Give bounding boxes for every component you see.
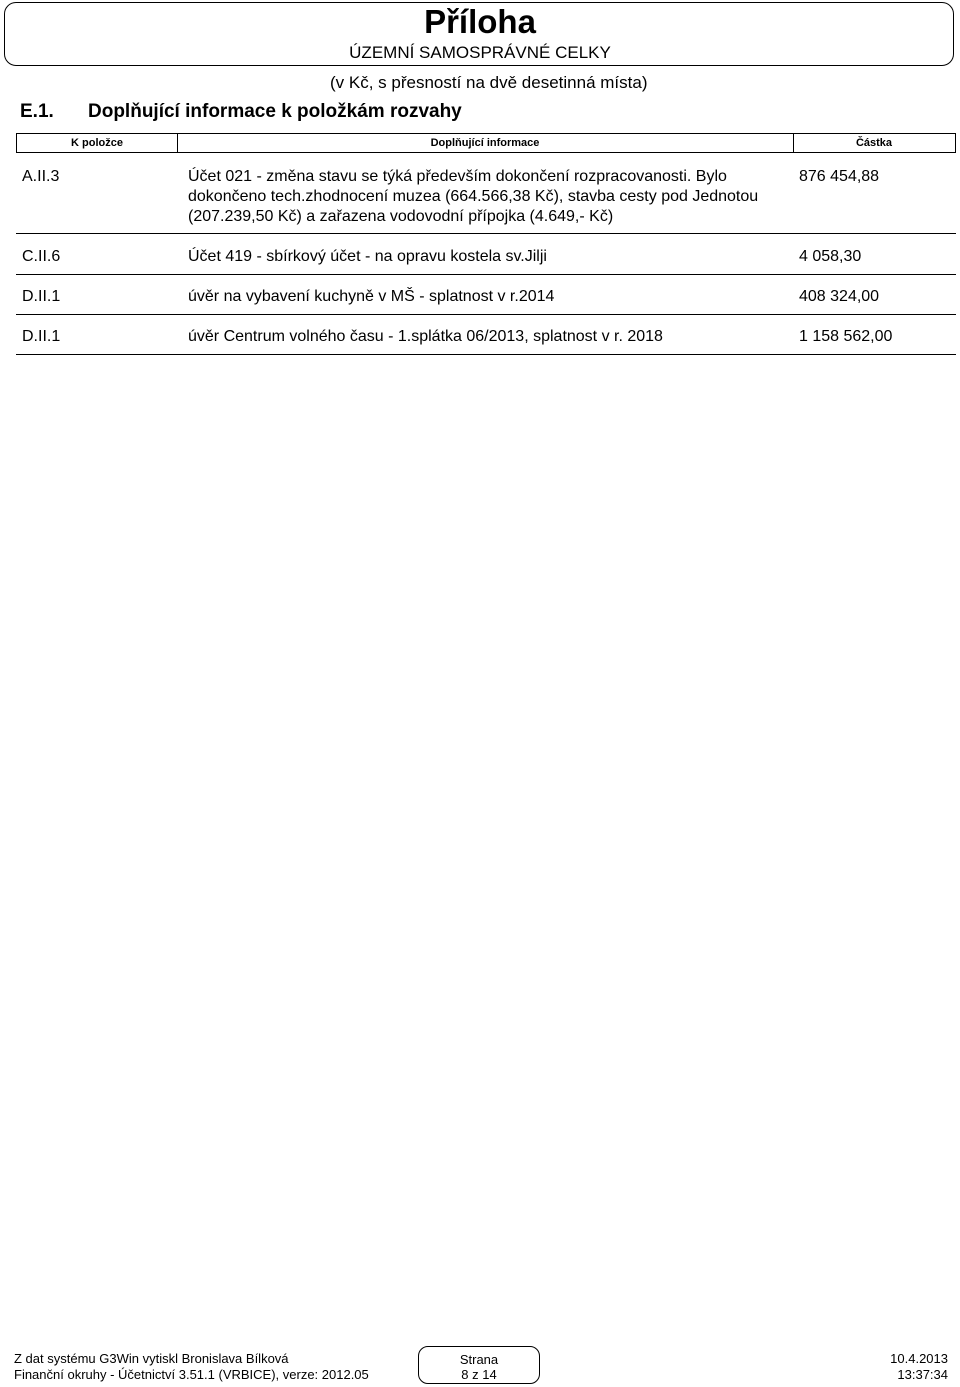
row-text: Účet 021 - změna stavu se týká především dokončení rozpracovanosti. Bylo dokončeno tech.zhodnocení muzea (664.566,38 Kč), stavba cesty pod Jednotou (207.239,50 Kč) a zařazena vodovodní přípojka (4.649,- Kč) <box>188 168 759 225</box>
row-text: Účet 419 - sbírkový účet - na opravu kostela sv.Jilji <box>188 248 547 265</box>
footer-printed-by: Z dat systému G3Win vytiskl Bronislava Bílková <box>14 1351 289 1366</box>
row-code: A.II.3 <box>22 168 60 185</box>
section-title: Doplňující informace k položkám rozvahy <box>88 101 462 122</box>
section-code: E.1. <box>20 101 54 122</box>
table-row <box>16 167 956 234</box>
page-label: Strana <box>459 1352 499 1367</box>
row-amount: 408 324,00 <box>799 288 880 305</box>
column-header-info: Doplňující informace <box>177 134 794 152</box>
row-text: úvěr Centrum volného času - 1.splátka 06/2013, splatnost v r. 2018 <box>188 328 663 345</box>
footer-system-version: Finanční okruhy - Účetnictví 3.51.1 (VRBICE), verze: 2012.05 <box>14 1367 369 1382</box>
page-subtitle: ÚZEMNÍ SAMOSPRÁVNÉ CELKY <box>349 43 611 62</box>
table-header <box>16 133 956 153</box>
row-code: C.II.6 <box>22 248 61 265</box>
row-amount: 1 158 562,00 <box>799 328 893 345</box>
page-title: Příloha <box>424 3 536 40</box>
footer-date: 10.4.2013 <box>890 1351 948 1366</box>
footer-time: 13:37:34 <box>897 1367 948 1382</box>
table-row <box>16 247 956 275</box>
row-amount: 876 454,88 <box>799 168 880 185</box>
table-row <box>16 327 956 355</box>
page-number-box <box>418 1346 540 1384</box>
page-number: 8 z 14 <box>461 1367 497 1382</box>
row-amount: 4 058,30 <box>799 248 862 265</box>
row-text: úvěr na vybavení kuchyně v MŠ - splatnost v r.2014 <box>188 288 555 305</box>
table-row <box>16 287 956 315</box>
column-header-item: K položce <box>17 134 178 152</box>
row-code: D.II.1 <box>22 328 61 345</box>
units-note: (v Kč, s přesností na dvě desetinná místa) <box>330 73 648 92</box>
row-code: D.II.1 <box>22 288 61 305</box>
column-header-amount: Částka <box>855 137 893 149</box>
